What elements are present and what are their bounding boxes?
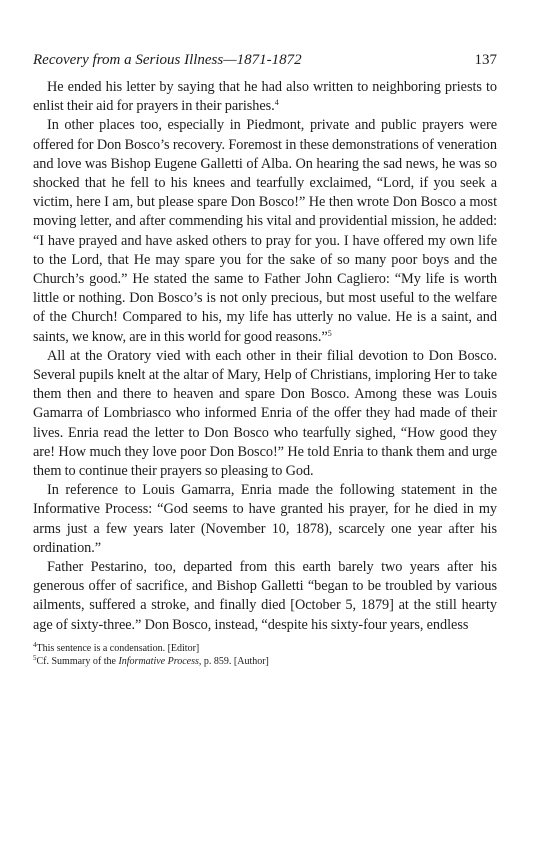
footnote: $^5$Cf. Summary of the Informative Process, p. 859. [Author]	[33, 653, 269, 667]
footnote-reference: 4	[274, 98, 279, 108]
body-text	[33, 78, 497, 635]
page-header	[33, 52, 497, 72]
footnote: $^4$This sentence is a condensation. [Editor]	[33, 640, 200, 654]
footnotes	[33, 642, 497, 668]
paragraph: In reference to Louis Gamarra, Enria made the following statement in the Informative Process: “God seems to have granted his prayer, for he died in my arms just a few years later (November 10, 1878), scarcely one year after his ordination.”	[33, 482, 497, 556]
paragraph: He ended his letter by saying that he had also written to neighboring priests to enlist their aid for prayers in their parishes.$^4$	[33, 79, 497, 115]
book-page	[33, 52, 497, 668]
footnote-reference: 5	[327, 328, 332, 338]
paragraph: In other places too, especially in Piedmont, private and public prayers were offered for Don Bosco’s recovery. Foremost in these demonstrations of veneration and love was Bishop Eugene Galletti of Alba. On hearing the sad news, he was so shocked that he fell to his knees and tearfully exclaimed, “Lord, if you seek a victim, here I am, but please spare Don Bosco!” He then wrote Don Bosco a most moving letter, and after commending his vital and providential mission, he added: “I have prayed and have asked others to pray for you. I have offered my own life to the Lord, that He may spare you for the sake of so many poor boys and the Church’s good.” He stated the same to Father John Cagliero: “My life is worth little or nothing. Don Bosco’s is not only precious, but most useful to the welfare of the Church! Compared to his, my life has utterly no value. He is a saint, and saints, we know, are in this world for good reasons.”$^5$	[33, 117, 497, 345]
running-head: Recovery from a Serious Illness—1871-1872	[33, 52, 302, 68]
page-number: 137	[474, 52, 497, 68]
paragraph: Father Pestarino, too, departed from this earth barely two years after his generous offer of sacrifice, and Bishop Galletti “began to be troubled by various ailments, suffered a stroke, and finally died [October 5, 1879] at the still hearty age of sixty-three.” Don Bosco, instead, “despite his sixty-four years, endless	[33, 559, 497, 633]
paragraph: All at the Oratory vied with each other in their filial devotion to Don Bosco. Several pupils knelt at the altar of Mary, Help of Christians, imploring Her to take them then and there to heaven and spare Don Bosco. Among these was Louis Gamarra of Lombriasco who informed Enria of the offer they had made of their lives. Enria read the letter to Don Bosco who tearfully sighed, “How good they are! How much they love poor Don Bosco!” He told Enria to thank them and urge them to continue their prayers so pleasing to God.	[33, 347, 497, 480]
